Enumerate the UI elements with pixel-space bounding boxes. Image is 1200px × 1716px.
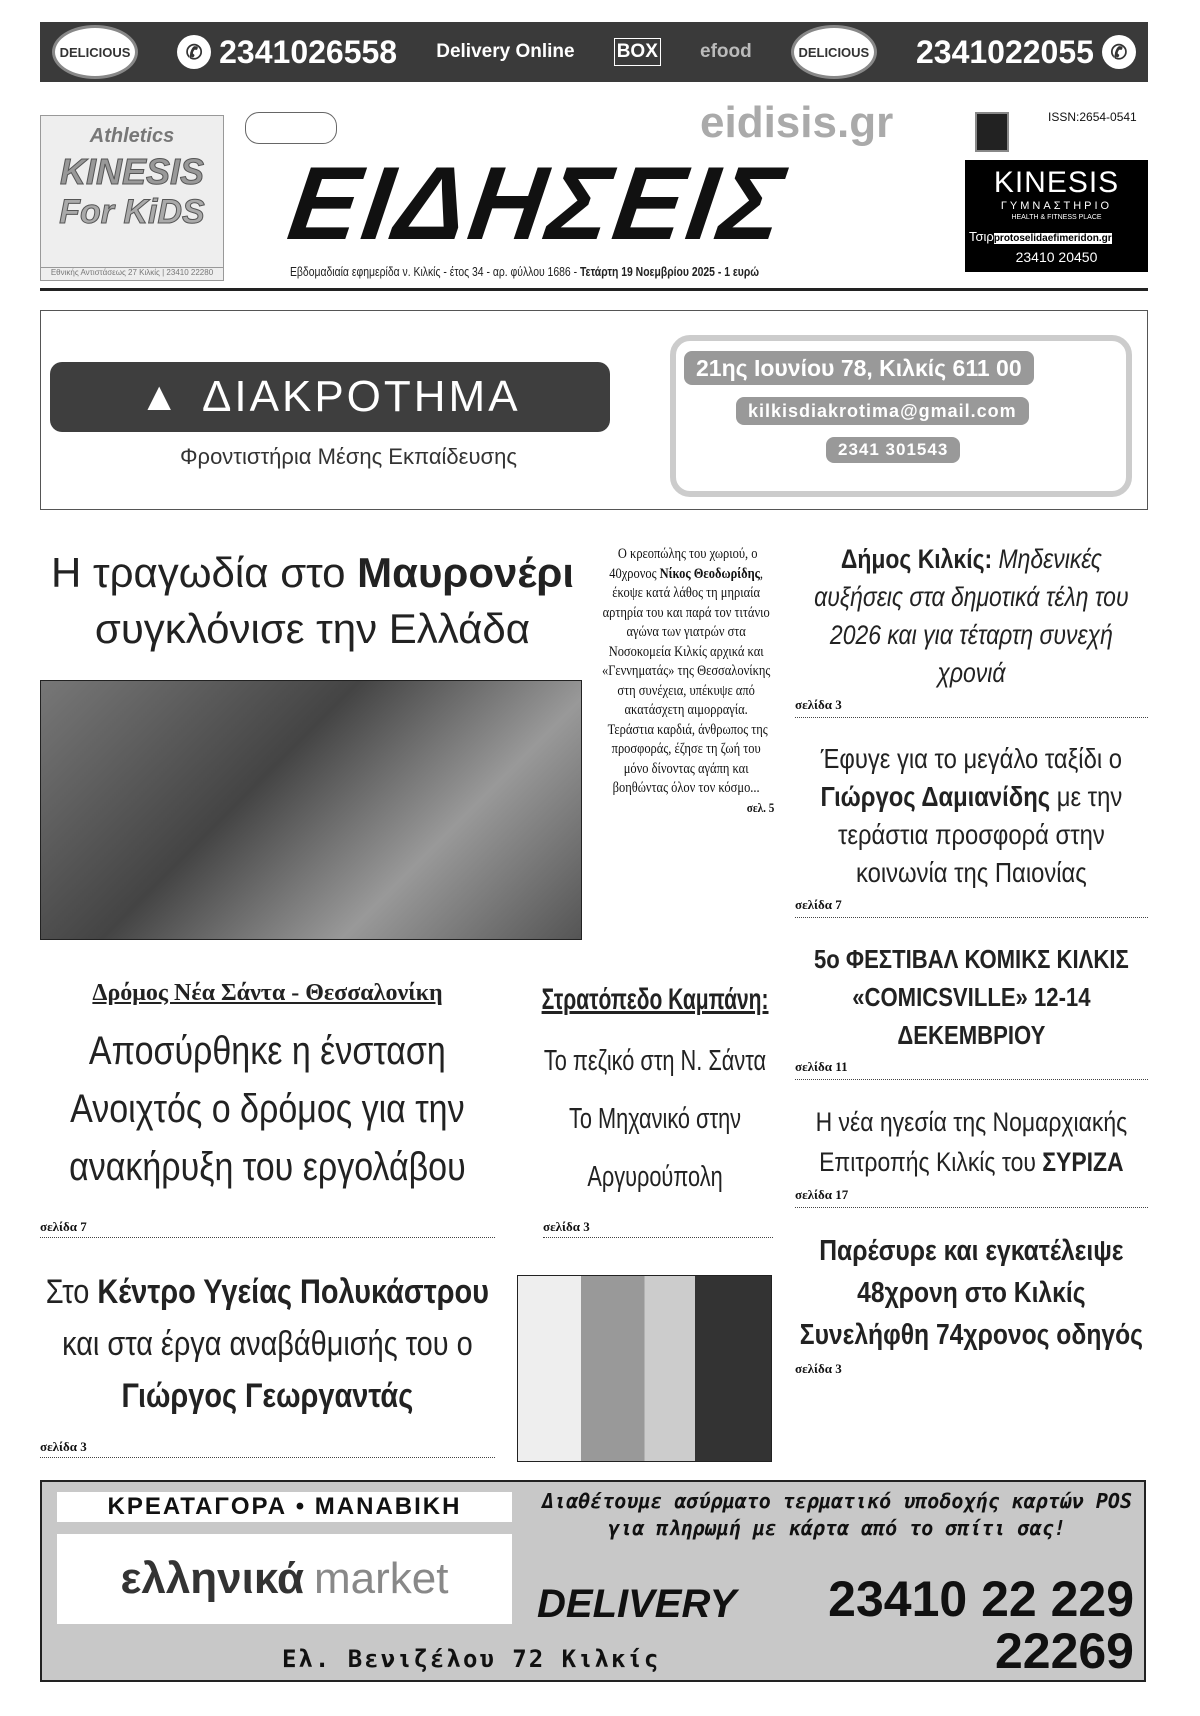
masthead-rule: [40, 288, 1148, 291]
market-logo: [57, 1534, 512, 1624]
ad-address: 21ης Ιουνίου 78, Κιλκίς 611 00: [684, 351, 1034, 385]
issue-date: Τετάρτη 19 Νοεμβρίου 2025 - 1 ευρώ: [579, 264, 760, 279]
right-column: [795, 540, 1148, 1403]
page-ref: σελίδα 3: [543, 1219, 590, 1234]
hl-part: Η νέα ηγεσία της Νομαρχιακής Επιτροπής Κιλκίς του: [815, 1107, 1128, 1177]
ad-address: Ελ. Βενιζέλου 72 Κιλκίς: [282, 1645, 661, 1673]
brand: ελληνικά: [120, 1554, 305, 1603]
hl-part: Μηδενικές αυξήσεις στα δημοτικά τέλη του 2026 και για τέταρτη συνεχή χρονιά: [814, 544, 1129, 688]
lead-body: [598, 545, 774, 817]
hl-part: συγκλόνισε την Ελλάδα: [94, 605, 531, 652]
divider: [40, 1237, 495, 1238]
triangle-icon: ▲: [139, 374, 183, 419]
ad-line: KINESIS: [59, 151, 205, 192]
page-ref: σελίδα 3: [40, 1439, 87, 1454]
site-url[interactable]: eidisis.gr: [700, 98, 894, 147]
delicious-logo: DELICIOUS: [52, 25, 138, 79]
hl-part: και στα έργα αναβάθμισής του ο: [62, 1325, 473, 1363]
ad-tag: HEALTH & FITNESS PLACE: [1011, 214, 1102, 221]
article-road[interactable]: Αποσύρθηκε η ένσταση Ανοιχτός ο δρόμος για την ανακήρυξη του εργολάβου: [69, 1029, 466, 1189]
delivery-label: DELIVERY: [537, 1582, 737, 1626]
article-camp[interactable]: Το πεζικό στη Ν. Σάντα Το Μηχανικό στην Αργυρούπολη: [543, 1045, 767, 1193]
ad-line: Athletics: [89, 125, 175, 147]
article-damianidis[interactable]: [795, 740, 1148, 892]
health-photo: [517, 1275, 772, 1462]
text: Τεράστια καρδιά, άνθρωπος της προσφοράς, έζησε τη ζωή του μόνο δίνοντας αγάπη και βοηθώντας όλον τον κόσμο...: [607, 721, 768, 796]
hl-part: ΣΥΡΙΖΑ: [1042, 1147, 1124, 1177]
page-ref: σελίδα 3: [795, 1361, 842, 1376]
hl-part: Έφυγε για το μεγάλο ταξίδι ο: [820, 743, 1122, 774]
page-ref: σελίδα 11: [795, 1059, 848, 1074]
ad-email[interactable]: kilkisdiakrotima@gmail.com: [736, 397, 1029, 425]
phone-1: 23410 22 229: [828, 1571, 1134, 1627]
lead-headline[interactable]: [40, 545, 585, 657]
issn: ISSN:2654-0541: [1048, 110, 1137, 124]
delivery-online: Delivery Online: [436, 41, 575, 62]
text: Ο κρεοπώλης του χωριού, ο 40χρονος: [609, 546, 758, 582]
hl-part: Κέντρο Υγείας Πολυκάστρου: [97, 1273, 489, 1311]
divider: [795, 717, 1148, 718]
efood-logo: efood: [700, 41, 752, 62]
phone-2: 22269: [994, 1623, 1134, 1679]
issue-info: Εβδομαδιαία εφημερίδα ν. Κιλκίς - έτος 34 - αρ. φύλλου 1686 -: [290, 264, 580, 279]
page-ref: σελίδα 7: [40, 1219, 87, 1234]
article-dimos[interactable]: [795, 540, 1148, 692]
page-ref: σελίδα 17: [795, 1187, 849, 1202]
hl-part: Γιώργος Δαμιανίδης: [820, 781, 1051, 812]
delicious-logo-2: DELICIOUS: [791, 25, 877, 79]
hl-part: Γιώργος Γεωργαντάς: [121, 1377, 414, 1415]
article-comics[interactable]: 5ο ΦΕΣΤΙΒΑΛ ΚΟΜΙΚΣ ΚΙΛΚΙΣ «COMICSVILLE» 12-14 ΔΕΚΕΜΒΡΙΟΥ: [813, 944, 1129, 1050]
divider: [795, 1207, 1148, 1208]
whatsapp-icon: ✆: [177, 35, 211, 69]
kinesis-kids-ad: [40, 115, 224, 281]
contact-box: [670, 335, 1132, 497]
divider: [795, 917, 1148, 918]
phone-1: 2341026558: [219, 33, 398, 70]
hl-part: με την τεράστια προσφορά στην κοινωνία της Παιονίας: [837, 781, 1123, 888]
hl-part: Μαυρονέρι: [357, 549, 575, 596]
page-ref: σελίδα 3: [795, 697, 842, 712]
hl-part: Στο: [45, 1273, 98, 1311]
publisher-logo-icon: [975, 112, 1009, 152]
masthead-title: ΕΙΔΗΣΕΙΣ: [281, 146, 795, 262]
text: , έκοψε κατά λάθος τη μηριαία αρτηρία του και παρά τον τιτάνιο αγώνα των γιατρών στα Νοσοκομεία Κιλκίς αρχικά και «Γεννηματάς» της Θεσσαλονίκης στη συνέχεια, υπέκυψε από ακατάσχετη αιμορραγία.: [601, 565, 771, 718]
ad-subtitle: Φροντιστήρια Μέσης Εκπαίδευσης: [180, 444, 517, 469]
postage-stamp-icon: [245, 112, 337, 144]
divider: [40, 1457, 495, 1458]
brand: market: [314, 1554, 449, 1603]
ad-name: KINESIS: [993, 166, 1120, 199]
text: Νίκος Θεοδωρίδης: [659, 565, 760, 582]
camp-kicker: Στρατόπεδο Καμπάνη:: [541, 983, 769, 1016]
diakrotima-logo: [50, 362, 610, 432]
pos-text: Διαθέτουμε ασύρματο τερματικό υποδοχής καρτών POS για πληρωμή με κάρτα από το σπίτι σας!: [541, 1489, 1132, 1540]
ad-sub: ΓΥΜΝΑΣΤΗΡΙΟ: [1000, 200, 1113, 212]
ad-phone: 2341 301543: [826, 437, 960, 463]
ad-line: For KiDS: [59, 193, 205, 231]
box-logo: BOX: [614, 38, 661, 66]
article-health[interactable]: [40, 1266, 495, 1422]
page-ref: σελίδα 7: [795, 897, 842, 912]
market-ad: [40, 1480, 1146, 1682]
road-kicker: Δρόμος Νέα Σάντα - Θεσσαλονίκη: [92, 980, 443, 1006]
top-banner-ad: [40, 22, 1148, 82]
article-accident[interactable]: Παρέσυρε και εγκατέλειψε 48χρονη στο Κιλκίς Συνελήφθη 74χρονος οδηγός: [799, 1235, 1143, 1351]
hl-part: Η τραγωδία στο: [50, 549, 358, 596]
whatsapp-icon: ✆: [1102, 35, 1136, 69]
ad-address: Εθνικής Αντιστάσεως 27 Κιλκίς | 23410 22280: [41, 267, 223, 278]
ad-phone: 23410 20450: [1015, 249, 1098, 265]
watermark: protoselidaefimeridon.gr: [993, 233, 1112, 244]
page-ref: σελ. 5: [746, 799, 775, 815]
masthead-subtitle: [290, 264, 759, 280]
phone-2: 2341022055: [915, 33, 1094, 70]
hl-part: Δήμος Κιλκίς:: [840, 544, 993, 574]
ad-name: ΔΙΑΚΡΟΤΗΜΑ: [202, 372, 521, 421]
divider: [795, 1079, 1148, 1080]
article-syriza[interactable]: [795, 1102, 1148, 1182]
kinesis-gym-ad: [965, 160, 1148, 272]
ad-prefix: Τσιρ: [969, 229, 994, 244]
divider: [543, 1237, 773, 1238]
lead-photo: [40, 680, 582, 940]
ad-top: ΚΡΕΑΤΑΓΟΡΑ • ΜΑΝΑΒΙΚΗ: [57, 1492, 512, 1522]
